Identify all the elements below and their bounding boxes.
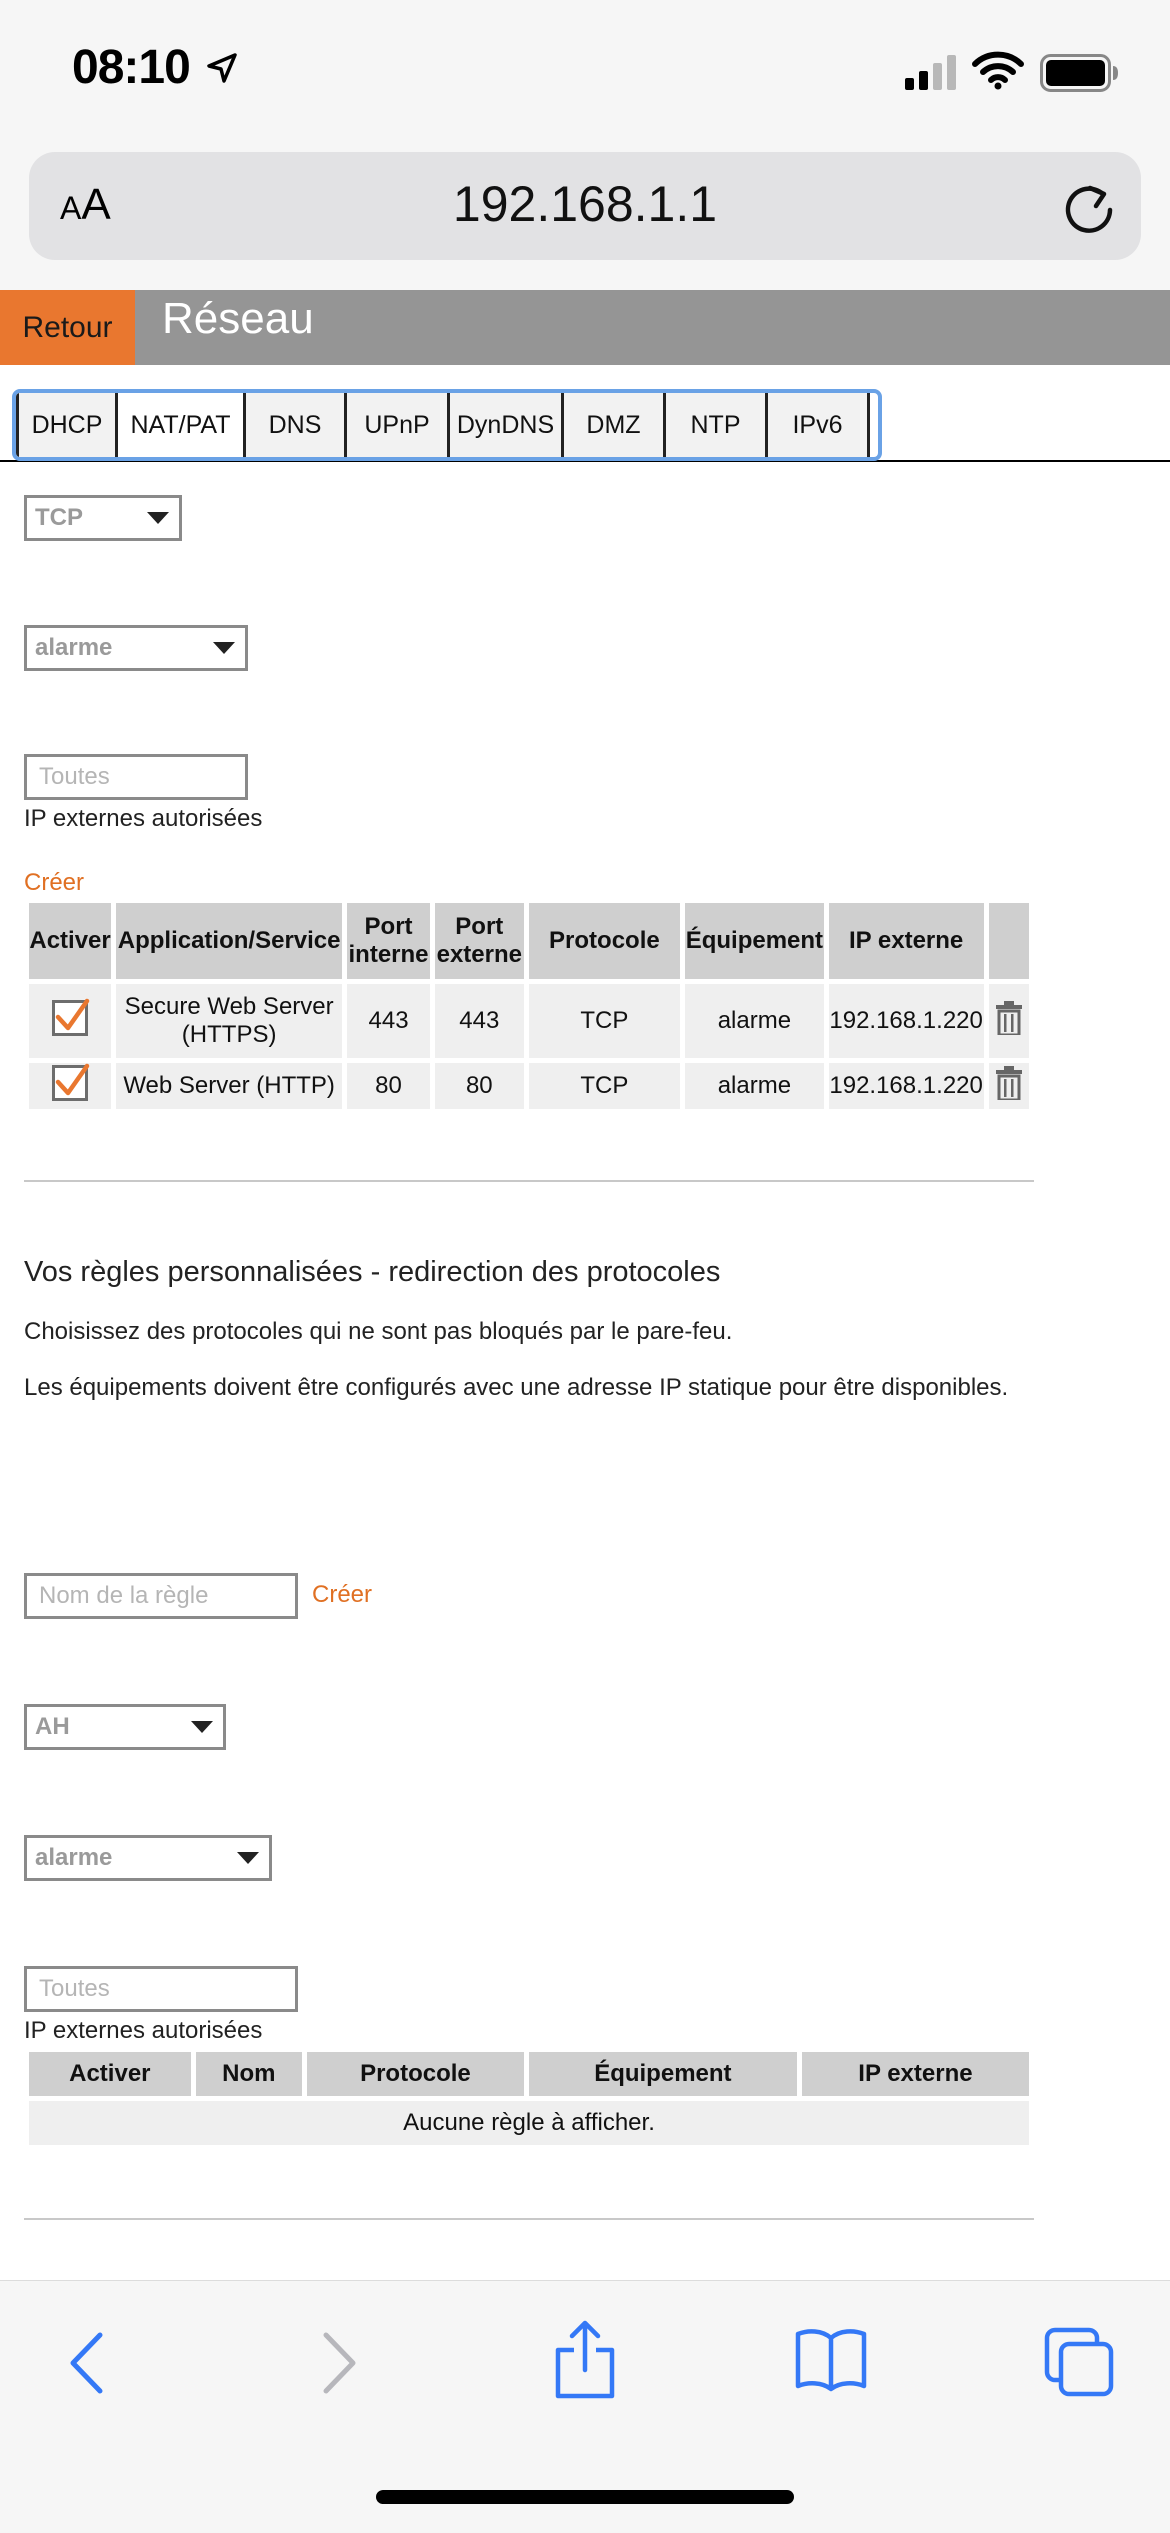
create-link[interactable]: Créer [24, 869, 85, 896]
service-cell: Web Server (HTTP) [116, 1063, 342, 1109]
chevron-down-icon [147, 512, 169, 524]
chevron-down-icon [237, 1852, 259, 1864]
protocol-cell: TCP [529, 984, 680, 1058]
empty-message: Aucune règle à afficher. [29, 2101, 1029, 2145]
col-header-actions [989, 903, 1029, 979]
external-ip-label: IP externes autorisées [24, 805, 263, 832]
col-header-activer: Activer [29, 903, 111, 979]
protocol-cell: TCP [529, 1063, 680, 1109]
tabs-icon[interactable] [1043, 2326, 1115, 2398]
enable-checkbox-cell [29, 984, 111, 1058]
section-divider [24, 1180, 1034, 1182]
custom-external-ip-label: IP externes autorisées [24, 2017, 263, 2044]
create-rule-link[interactable]: Créer [312, 1581, 373, 1608]
custom-external-ip-placeholder: Toutes [39, 1975, 110, 2002]
tab-bar [12, 389, 882, 461]
forward-arrow-icon[interactable] [320, 2330, 360, 2396]
reload-icon[interactable] [1063, 180, 1117, 236]
custom-protocol-value: AH [35, 1713, 70, 1740]
custom-device-select[interactable] [24, 1835, 272, 1881]
col-header-port-externe: Port externe [435, 903, 524, 979]
custom-device-value: alarme [35, 1844, 113, 1871]
external-ip-cell: 192.168.1.220 [829, 984, 984, 1058]
protocol-select[interactable] [24, 495, 182, 541]
device-select[interactable] [24, 625, 248, 671]
col-header-equipement: Équipement [685, 903, 824, 979]
section-note: Les équipements doivent être configurés avec une adresse IP statique pour être disponibles. [24, 1374, 1009, 1401]
rule-name-placeholder: Nom de la règle [39, 1582, 209, 1609]
delete-cell [989, 984, 1029, 1058]
status-time: 08:10 [72, 41, 190, 94]
port-external-cell: 80 [435, 1063, 524, 1109]
external-ip-placeholder: Toutes [39, 763, 110, 790]
tab-dns[interactable]: DNS [246, 393, 347, 457]
device-cell: alarme [685, 1063, 824, 1109]
col-header-protocole: Protocole [529, 903, 680, 979]
tab-nat-pat[interactable]: NAT/PAT [118, 393, 246, 457]
port-internal-cell: 80 [347, 1063, 430, 1109]
wifi-icon [972, 50, 1024, 90]
col-header-protocole: Protocole [307, 2052, 524, 2096]
tab-dmz[interactable]: DMZ [564, 393, 666, 457]
col-header-nom: Nom [196, 2052, 302, 2096]
rule-name-input[interactable] [24, 1573, 298, 1619]
device-cell: alarme [685, 984, 824, 1058]
custom-protocol-select[interactable] [24, 1704, 226, 1750]
tab-dhcp[interactable]: DHCP [16, 393, 118, 457]
table-header-row [29, 903, 1029, 979]
tab-ntp[interactable]: NTP [666, 393, 768, 457]
table-row [29, 1063, 1029, 1109]
tab-ipv6[interactable]: IPv6 [768, 393, 870, 457]
section-divider [24, 2218, 1034, 2220]
bookmarks-icon[interactable] [794, 2326, 868, 2392]
table-row [29, 984, 1029, 1058]
col-header-ip-externe: IP externe [802, 2052, 1029, 2096]
chevron-down-icon [213, 642, 235, 654]
enable-checkbox[interactable] [52, 1000, 88, 1036]
tab-dyndns[interactable]: DynDNS [450, 393, 564, 457]
col-header-port-interne: Port interne [347, 903, 430, 979]
custom-external-ip-input[interactable] [24, 1966, 298, 2012]
cellular-signal-icon [905, 54, 961, 90]
back-arrow-icon[interactable] [66, 2330, 106, 2396]
back-button[interactable]: Retour [0, 290, 135, 365]
table-header-row [29, 2052, 1029, 2096]
external-ip-input[interactable] [24, 754, 248, 800]
page-title: Réseau [162, 294, 314, 343]
port-internal-cell: 443 [347, 984, 430, 1058]
battery-icon [1040, 54, 1120, 92]
col-header-service: Application/Service [116, 903, 342, 979]
trash-icon[interactable] [996, 1066, 1022, 1100]
col-header-activer: Activer [29, 2052, 191, 2096]
checkmark-icon [53, 997, 91, 1035]
col-header-ip-externe: IP externe [829, 903, 984, 979]
section-title: Vos règles personnalisées - redirection des protocoles [24, 1256, 721, 1288]
empty-row [29, 2101, 1029, 2145]
device-select-value: alarme [35, 634, 113, 661]
custom-rules-table [24, 2047, 1034, 2150]
chevron-down-icon [191, 1721, 213, 1733]
enable-checkbox[interactable] [52, 1065, 88, 1101]
trash-icon[interactable] [996, 1001, 1022, 1035]
url-text: 192.168.1.1 [452, 176, 718, 232]
port-external-cell: 443 [435, 984, 524, 1058]
checkmark-icon [53, 1062, 91, 1100]
col-header-equipement: Équipement [529, 2052, 797, 2096]
nat-rules-table [24, 898, 1034, 1114]
text-size-button[interactable]: AA [60, 180, 111, 229]
tab-upnp[interactable]: UPnP [347, 393, 450, 457]
protocol-select-value: TCP [35, 504, 83, 531]
service-cell: Secure Web Server (HTTPS) [116, 984, 342, 1058]
delete-cell [989, 1063, 1029, 1109]
external-ip-cell: 192.168.1.220 [829, 1063, 984, 1109]
enable-checkbox-cell [29, 1063, 111, 1109]
share-icon[interactable] [552, 2320, 618, 2400]
location-arrow-icon [206, 52, 238, 84]
home-indicator[interactable] [376, 2490, 794, 2504]
section-description: Choisissez des protocoles qui ne sont pas bloqués par le pare-feu. [24, 1318, 733, 1345]
